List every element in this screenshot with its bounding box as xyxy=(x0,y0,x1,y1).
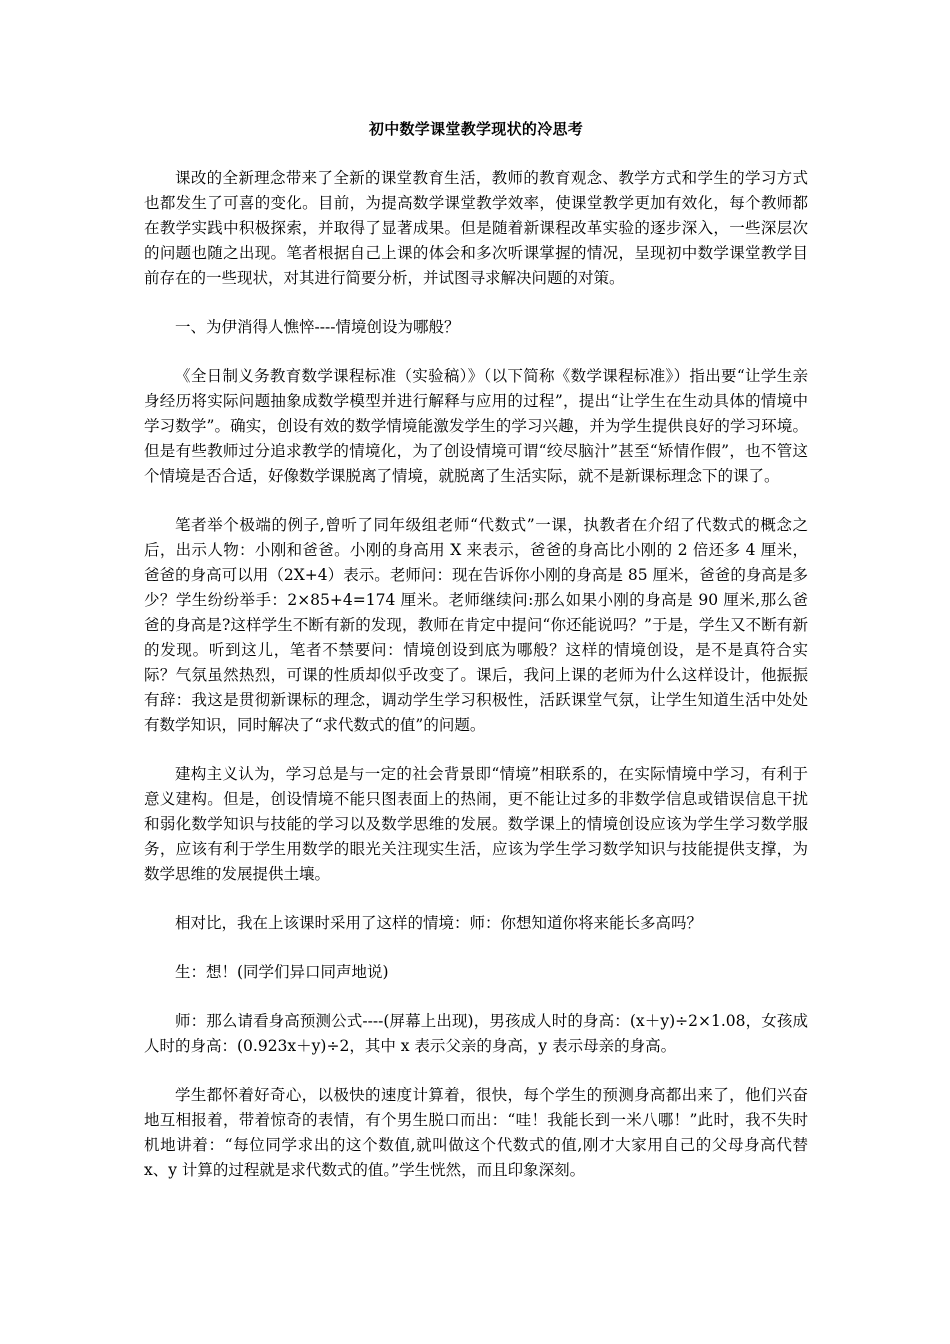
section-heading-1: 一、为伊消得人憔悴----情境创设为哪般？ xyxy=(175,318,460,336)
paragraph-comparison: 相对比，我在上该课时采用了这样的情境：师：你想知道你将来能长多高吗？ xyxy=(175,914,703,932)
paragraph-intro: 课改的全新理念带来了全新的课堂教育生活，教师的教育观念、教学方式和学生的学习方式也都发生了可喜的变化。目前，为提高数学课堂教学效率，使课堂教学更加有效化，每个教师都在教学实践中积极探索，并取得了显著成果。但是随着新课程改革实验的逐步深入，一些深层次的问题也随之出现。笔者根据自己上课的体会和多次听课掌握的情况，呈现初中数学课堂教学目前存在的一些现状，对其进行简要分析，并试图寻求解决问题的对策。 xyxy=(144,169,808,287)
paragraph-formula: 师：那么请看身高预测公式----(屏幕上出现)，男孩成人时的身高：(x＋y)÷2×1.08，女孩成人时的身高：(0.923x＋y)÷2，其中 x 表示父亲的身高，y 表示母亲的身高。 xyxy=(144,1012,808,1055)
paragraph-curriculum-standard: 《全日制义务教育数学课程标准（实验稿）》（以下简称《数学课程标准》）指出要“让学生亲身经历将实际问题抽象成数学模型并进行解释与应用的过程”，提出“让学生在生动具体的情境中学习数学”。确实，创设有效的数学情境能激发学生的学习兴趣，并为学生提供良好的学习环境。但是有些教师过分追求教学的情境化，为了创设情境可谓“绞尽脑汁”甚至“矫情作假”，也不管这个情境是否合适，好像数学课脱离了情境，就脱离了生活实际，就不是新课标理念下的课了。 xyxy=(144,367,808,485)
paragraph-example: 笔者举个极端的例子,曾听了同年级组老师“代数式”一课，执教者在介绍了代数式的概念之后，出示人物：小刚和爸爸。小刚的身高用 X 来表示，爸爸的身高比小刚的 2 倍还多 4 厘米，爸爸的身高可以用（2X+4）表示。老师问：现在告诉你小刚的身高是 85 厘米，爸爸的身高是多少？学生纷纷举手：2×85+4=174 厘米。老师继续问:那么如果小刚的身高是 90 厘米,那么爸爸的身高是?这样学生不断有新的发现，教师在肯定中提问“你还能说吗？”于是，学生又不断有新的发现。听到这儿，笔者不禁要问：情境创设到底为哪般？这样的情境创设，是不是真符合实际？气氛虽然热烈，可课的性质却似乎改变了。课后，我问上课的老师为什么这样设计，他振振有辞：我这是贯彻新课标的理念，调动学生学习积极性，活跃课堂气氛，让学生知道生活中处处有数学知识，同时解决了“求代数式的值”的问题。 xyxy=(144,516,808,734)
paragraph-conclusion: 学生都怀着好奇心，以极快的速度计算着，很快，每个学生的预测身高都出来了，他们兴奋地互相报着，带着惊奇的表情，有个男生脱口而出：“哇！我能长到一米八哪！”此时，我不失时机地讲着：“每位同学求出的这个数值,就叫做这个代数式的值,刚才大家用自己的父母身高代替 x、y 计算的过程就是求代数式的值。”学生恍然，而且印象深刻。 xyxy=(144,1086,808,1179)
paragraph-student-reply: 生：想！(同学们异口同声地说) xyxy=(175,963,389,981)
document-page xyxy=(144,118,808,1207)
paragraph-constructivism: 建构主义认为，学习总是与一定的社会背景即“情境”相联系的，在实际情境中学习，有利于意义建构。但是，创设情境不能只图表面上的热闹，更不能让过多的非数学信息或错误信息干扰和弱化数学知识与技能的学习以及数学思维的发展。数学课上的情境创设应该为学生学习数学服务，应该有利于学生用数学的眼光关注现实生活，应该为学生学习数学知识与技能提供支撑，为数学思维的发展提供土壤。 xyxy=(144,765,808,883)
document-title: 初中数学课堂教学现状的冷思考 xyxy=(368,120,584,138)
